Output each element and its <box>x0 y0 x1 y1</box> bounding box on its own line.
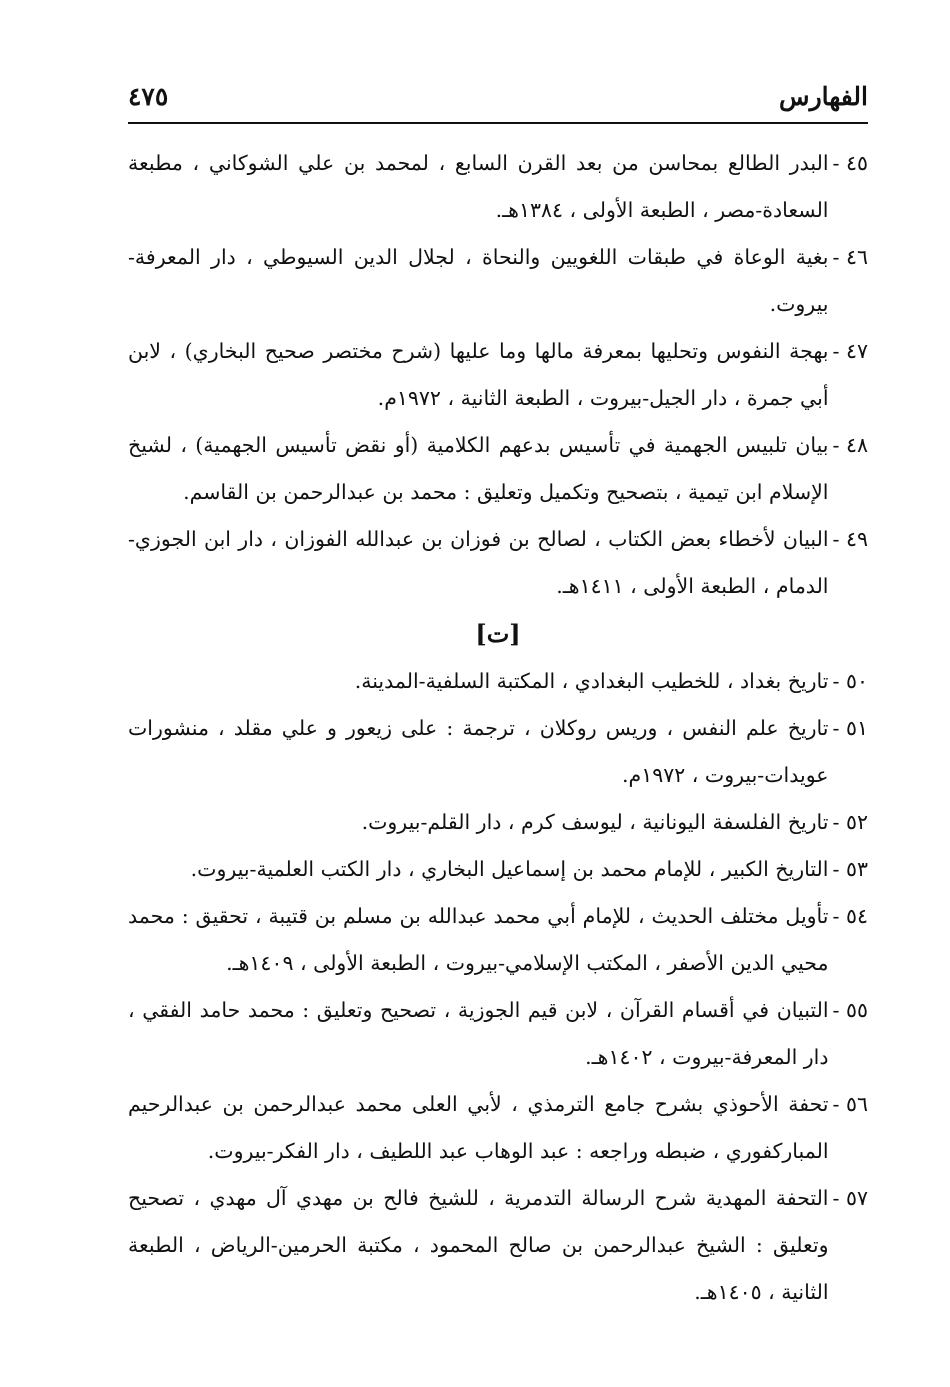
running-header <box>128 76 868 116</box>
entry-number: ٤٧ - <box>832 339 868 363</box>
entry-text: بهجة النفوس وتحليها بمعرفة مالها وما عليها (شرح مختصر صحيح البخاري) ، لابن أبي جمرة ، دار الجيل-بيروت ، الطبعة الثانية ، ١٩٧٢م. <box>128 339 829 410</box>
entry-text: التاريخ الكبير ، للإمام محمد بن إسماعيل البخاري ، دار الكتب العلمية-بيروت. <box>190 857 829 881</box>
entry-number: ٤٥ - <box>832 151 868 175</box>
bibliography-list <box>128 140 868 1316</box>
bibliography-entry <box>128 516 868 610</box>
entry-text: بغية الوعاة في طبقات اللغويين والنحاة ، لجلال الدين السيوطي ، دار المعرفة-بيروت. <box>128 245 829 316</box>
entry-number: ٤٦ - <box>832 245 868 269</box>
bibliography-entry <box>128 140 868 234</box>
entry-number: ٥٤ - <box>832 904 868 928</box>
entry-number: ٥٧ - <box>832 1186 868 1210</box>
entry-text: بيان تلبيس الجهمية في تأسيس بدعهم الكلامية (أو نقض تأسيس الجهمية) ، لشيخ الإسلام ابن تيمية ، بتصحيح وتكميل وتعليق : محمد بن عبدالرحمن بن القاسم. <box>128 433 829 504</box>
header-title: الفهارس <box>779 81 868 111</box>
bibliography-entry <box>128 1081 868 1175</box>
bibliography-entry <box>128 893 868 987</box>
bibliography-entry <box>128 328 868 422</box>
entry-number: ٥٦ - <box>832 1092 868 1116</box>
section-letter-heading: [ت] <box>475 619 521 648</box>
entry-number: ٥١ - <box>832 716 868 740</box>
header-rule <box>128 122 868 124</box>
entry-text: تحفة الأحوذي بشرح جامع الترمذي ، لأبي العلى محمد عبدالرحمن بن عبدالرحيم المباركفوري ، ضبطه وراجعه : عبد الوهاب عبد اللطيف ، دار الفكر-بيروت. <box>128 1092 829 1163</box>
entry-text: البيان لأخطاء بعض الكتاب ، لصالح بن فوزان بن عبدالله الفوزان ، دار ابن الجوزي-الدمام ، الطبعة الأولى ، ١٤١١هـ. <box>128 527 829 598</box>
bibliography-entry <box>128 422 868 516</box>
entry-text: تأويل مختلف الحديث ، للإمام أبي محمد عبدالله بن مسلم بن قتيبة ، تحقيق : محمد محيي الدين الأصفر ، المكتب الإسلامي-بيروت ، الطبعة الأولى ، ١٤٠٩هـ. <box>128 904 829 975</box>
entry-number: ٥٠ - <box>832 669 868 693</box>
entry-text: تاريخ علم النفس ، وريس روكلان ، ترجمة : على زيعور و علي مقلد ، منشورات عويدات-بيروت ، ١٩٧٢م. <box>128 716 829 787</box>
bibliography-entry <box>128 799 868 846</box>
entry-text: تاريخ الفلسفة اليونانية ، ليوسف كرم ، دار القلم-بيروت. <box>361 810 829 834</box>
entry-number: ٤٨ - <box>832 433 868 457</box>
bibliography-entry <box>128 705 868 799</box>
entry-number: ٤٩ - <box>832 527 868 551</box>
entry-number: ٥٣ - <box>832 857 868 881</box>
entry-number: ٥٢ - <box>832 810 868 834</box>
bibliography-entry <box>128 987 868 1081</box>
bibliography-entry <box>128 846 868 893</box>
bibliography-entry <box>128 234 868 328</box>
entry-text: تاريخ بغداد ، للخطيب البغدادي ، المكتبة السلفية-المدينة. <box>354 669 829 693</box>
entry-text: التبيان في أقسام القرآن ، لابن قيم الجوزية ، تصحيح وتعليق : محمد حامد الفقي ، دار المعرفة-بيروت ، ١٤٠٢هـ. <box>128 998 829 1069</box>
bibliography-entry <box>128 1175 868 1316</box>
entry-text: البدر الطالع بمحاسن من بعد القرن السابع ، لمحمد بن علي الشوكاني ، مطبعة السعادة-مصر ، الطبعة الأولى ، ١٣٨٤هـ. <box>128 151 829 222</box>
entry-number: ٥٥ - <box>832 998 868 1022</box>
page-number: ٤٧٥ <box>128 81 169 111</box>
bibliography-entry <box>128 658 868 705</box>
entry-text: التحفة المهدية شرح الرسالة التدمرية ، للشيخ فالح بن مهدي آل مهدي ، تصحيح وتعليق : الشيخ عبدالرحمن بن صالح المحمود ، مكتبة الحرمين-الرياض ، الطبعة الثانية ، ١٤٠٥هـ. <box>128 1186 829 1304</box>
